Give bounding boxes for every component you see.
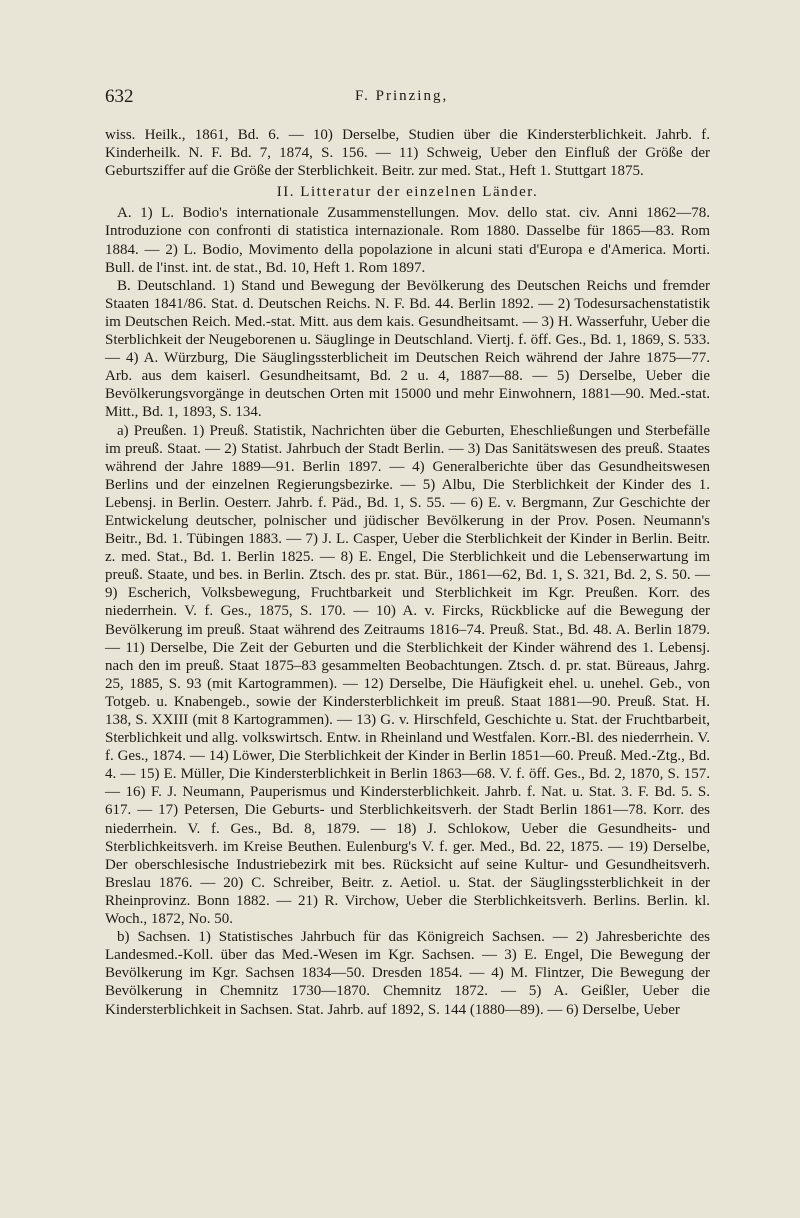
body-text bbox=[105, 126, 710, 1019]
paragraph-deutschland: B. Deutschland. 1) Stand und Bewegung der Bevölkerung des Deutschen Reichs und fremder Staaten 1841/86. Stat. d. Deutschen Reichs. N. F. Bd. 44. Berlin 1892. — 2) Todesursachenstatistik im Deutschen Reich. Med.-stat. Mitt. aus dem kais. Gesundheitsamt. — 3) H. Wasserfuhr, Ueber die Sterblichkeit der Neugeborenen u. Säuglinge in Deutschland. Viertj. f. öff. Ges., Bd. 1, 1869, S. 533. — 4) A. Würzburg, Die Säuglingssterblicheit im Deutschen Reich während der Jahre 1875—77. Arb. aus dem kaiserl. Gesundheitsamt, Bd. 2 u. 4, 1887—88. — 5) Derselbe, Ueber die Bevölkerungsvorgänge in deutschen Orten mit 15000 und mehr Einwohnern, 1881—90. Med.-stat. Mitt., Bd. 1, 1893, S. 134. bbox=[105, 277, 710, 421]
paragraph-preussen: a) Preußen. 1) Preuß. Statistik, Nachrichten über die Geburten, Eheschließungen und Sterbefälle im preuß. Staat. — 2) Statist. Jahrbuch der Stadt Berlin. — 3) Das Sanitätswesen des preuß. Staates während der Jahre 1889—91. Berlin 1897. — 4) Generalberichte über das Gesundheitswesen Berlins und der einzelnen Regierungsbezirke. — 5) Albu, Die Sterblichkeit der Kinder des 1. Lebensj. in Berlin. Oesterr. Jahrb. f. Päd., Bd. 1, S. 55. — 6) E. v. Bergmann, Zur Geschichte der Entwickelung deutscher, polnischer und jüdischer Bevölkerung in der Prov. Posen. Neumann's Beitr., Bd. 1. Tübingen 1883. — 7) J. L. Casper, Ueber die Sterblichkeit der Kinder in Berlin. Beitr. z. med. Stat., Bd. 1. Berlin 1825. — 8) E. Engel, Die Sterblichkeit und die Lebenserwartung im preuß. Staate, und bes. in Berlin. Ztsch. des pr. stat. Bür., 1861—62, Bd. 1, S. 321, Bd. 2, S. 50. — 9) Escherich, Volksbewegung, Fruchtbarkeit und Sterblichkeit im Kgr. Preußen. Korr. des niederrhein. V. f. Ges., 1875, S. 170. — 10) A. v. Fircks, Rückblicke auf die Bewegung der Bevölkerung im preuß. Staat während des Zeitraums 1816–74. Preuß. Stat., Bd. 48. A. Berlin 1879. — 11) Derselbe, Die Zeit der Geburten und die Sterblichkeit der Kinder während des 1. Lebensj. nach den im preuß. Staat 1875–83 gesammelten Beobachtungen. Ztsch. d. pr. stat. Büreaus, Jahrg. 25, 1885, S. 93 (mit Kartogrammen). — 12) Derselbe, Die Häufigkeit ehel. u. unehel. Geb., von Totgeb. u. Knabengeb., sowie der Kindersterblichkeit im preuß. Staat 1881—90. Preuß. Stat. H. 138, S. XXIII (mit 8 Kartogrammen). — 13) G. v. Hirschfeld, Geschichte u. Stat. der Fruchtbarbeit, Sterblichkeit und allg. volkswirtsch. Entw. in Rheinland und Westfalen. Korr.-Bl. des niederrhein. V. f. Ges., 1874. — 14) Löwer, Die Sterblichkeit der Kinder in Berlin 1851—60. Preuß. Med.-Ztg., Bd. 4. — 15) E. Müller, Die Kindersterblichkeit in Berlin 1863—68. V. f. öff. Ges., Bd. 2, 1870, S. 157. — 16) F. J. Neumann, Pauperismus und Kindersterblichkeit. Jahrb. f. Nat. u. Stat. 3. F. Bd. 5. S. 617. — 17) Petersen, Die Geburts- und Sterblichkeitsverh. der Stadt Berlin 1861—78. Korr. des niederrhein. V. f. Ges., Bd. 8, 1879. — 18) J. Schlokow, Ueber die Gesundheits- und Sterblichkeitsverh. im Kreise Beuthen. Eulenburg's V. f. ger. Med., Bd. 22, 1875. — 19) Derselbe, Der oberschlesische Industriebezirk mit bes. Rücksicht auf seine Kultur- und Gesundheitsverh. Breslau 1876. — 20) C. Schreiber, Beitr. z. Aetiol. u. Stat. der Säuglingssterblichkeit in der Rheinprovinz. Bonn 1882. — 21) R. Virchow, Ueber die Sterblichkeitsverh. Berlins. Berlin. kl. Woch., 1872, No. 50. bbox=[105, 422, 710, 928]
paragraph-international: A. 1) L. Bodio's internationale Zusammenstellungen. Mov. dello stat. civ. Anni 1862—78. Introduzione con confronti di statistica internazionale. Rom 1880. Dasselbe für 1865—83. Rom 1884. — 2) L. Bodio, Movimento della popolazione in alcuni stati d'Europa e d'America. Morti. Bull. de l'inst. int. de stat., Bd. 10, Heft 1. Rom 1897. bbox=[105, 205, 710, 276]
page-header bbox=[105, 86, 705, 108]
paragraph-sachsen: b) Sachsen. 1) Statistisches Jahrbuch für das Königreich Sachsen. — 2) Jahresberichte des Landesmed.-Koll. über das Med.-Wesen im Kgr. Sachsen. — 3) E. Engel, Die Bewegung der Bevölkerung im Kgr. Sachsen 1834—50. Dresden 1854. — 4) M. Flintzer, Die Bewegung der Bevölkerung in Chemnitz 1730—1870. Chemnitz 1872. — 5) A. Geißler, Ueber die Kindersterblichkeit in Sachsen. Stat. Jahrb. auf 1892, S. 144 (1880—89). — 6) Derselbe, Ueber bbox=[105, 929, 710, 1018]
section-heading: II. Litteratur der einzelnen Länder. bbox=[276, 184, 539, 201]
running-title: F. Prinzing, bbox=[355, 88, 449, 104]
paragraph-continuation: wiss. Heilk., 1861, Bd. 6. — 10) Derselbe, Studien über die Kindersterblichkeit. Jahrb. f. Kinderheilk. N. F. Bd. 7, 1874, S. 156. — 11) Schweig, Ueber den Einfluß der Größe der Geburtsziffer auf die Größe der Sterblichkeit. Beitr. zur med. Stat., Heft 1. Stuttgart 1875. bbox=[105, 127, 710, 180]
page-number: 632 bbox=[105, 86, 134, 107]
